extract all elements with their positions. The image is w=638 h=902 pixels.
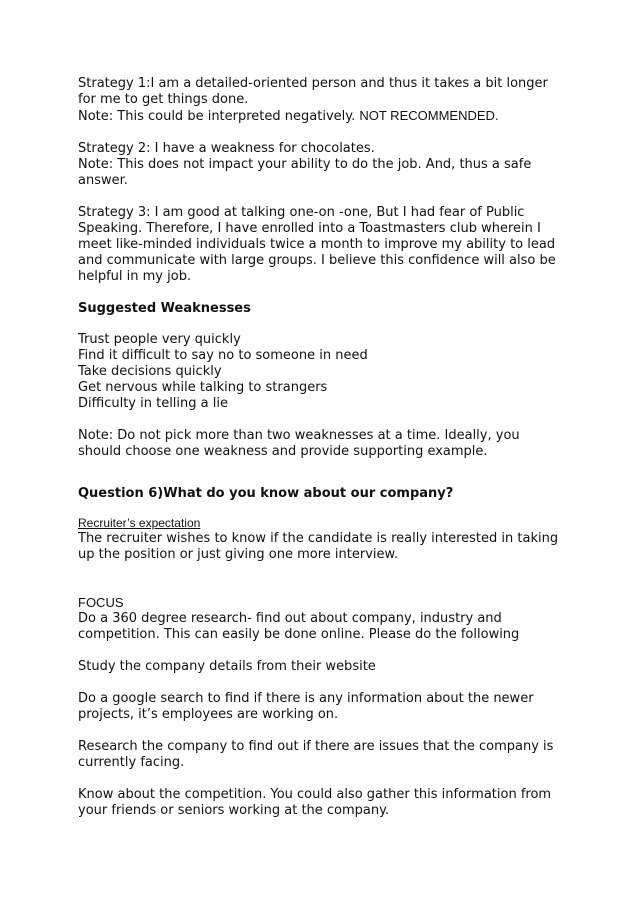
weakness-note <box>78 428 570 460</box>
weakness-item: Take decisions quickly <box>78 364 222 379</box>
strategy-2-line: Note: This does not impact your ability to do the job. And, thus a safe <box>78 157 532 172</box>
research-step-line: Do a google search to find if there is any information about the newer <box>78 691 534 706</box>
strategy-1-note-text: Note: This could be interpreted negatively. <box>78 109 360 124</box>
research-step-1 <box>78 659 570 675</box>
strategy-1-note <box>78 108 570 125</box>
strategy-3-line: Strategy 3: I am good at talking one-on -one, But I had fear of Public <box>78 205 525 220</box>
focus-line: Do a 360 degree research- find out about company, industry and <box>78 611 502 626</box>
research-step-3 <box>78 739 570 771</box>
not-recommended-label: NOT RECOMMENDED. <box>359 108 499 123</box>
expectation-line: up the position or just giving one more interview. <box>78 547 399 562</box>
strategy-1-line: Strategy 1:I am a detailed-oriented person and thus it takes a bit longer <box>78 76 548 91</box>
weakness-item: Trust people very quickly <box>78 332 241 347</box>
research-step-line: currently facing. <box>78 755 185 770</box>
research-step-line: Know about the competition. You could also gather this information from <box>78 787 552 802</box>
suggested-weaknesses-heading: Suggested Weaknesses <box>78 301 251 316</box>
strategy-1-paragraph <box>78 76 570 125</box>
research-step-line: Study the company details from their website <box>78 659 376 674</box>
research-step-line: Research the company to find out if there are issues that the company is <box>78 739 554 754</box>
strategy-3-paragraph <box>78 205 570 285</box>
weakness-note-line: should choose one weakness and provide supporting example. <box>78 444 488 459</box>
recruiter-expectation-label: Recruiter’s expectation <box>78 516 201 530</box>
strategy-3-line: helpful in my job. <box>78 269 192 284</box>
question-6-heading: Question 6)What do you know about our company? <box>78 486 454 501</box>
weakness-item: Difficulty in telling a lie <box>78 396 228 411</box>
recruiter-expectation-section <box>78 516 570 563</box>
strategy-2-line: answer. <box>78 173 128 188</box>
weakness-list <box>78 332 570 412</box>
strategy-3-line: and communicate with large groups. I believe this confidence will also be <box>78 253 556 268</box>
strategy-2-paragraph <box>78 141 570 189</box>
focus-line: competition. This can easily be done online. Please do the following <box>78 627 520 642</box>
weakness-note-line: Note: Do not pick more than two weaknesses at a time. Ideally, you <box>78 428 520 443</box>
expectation-line: The recruiter wishes to know if the candidate is really interested in taking <box>78 531 559 546</box>
research-step-2 <box>78 691 570 723</box>
document-page <box>78 76 570 835</box>
weakness-item: Get nervous while talking to strangers <box>78 380 328 395</box>
focus-label: FOCUS <box>78 595 124 610</box>
weakness-item: Find it difficult to say no to someone in need <box>78 348 368 363</box>
research-step-4 <box>78 787 570 819</box>
research-step-line: your friends or seniors working at the company. <box>78 803 390 818</box>
strategy-2-line: Strategy 2: I have a weakness for chocolates. <box>78 141 375 156</box>
strategy-3-line: Speaking. Therefore, I have enrolled into a Toastmasters club wherein I <box>78 221 541 236</box>
strategy-1-line: for me to get things done. <box>78 92 249 107</box>
research-step-line: projects, it’s employees are working on. <box>78 707 339 722</box>
strategy-3-line: meet like-minded individuals twice a month to improve my ability to lead <box>78 237 556 252</box>
focus-section <box>78 595 570 643</box>
